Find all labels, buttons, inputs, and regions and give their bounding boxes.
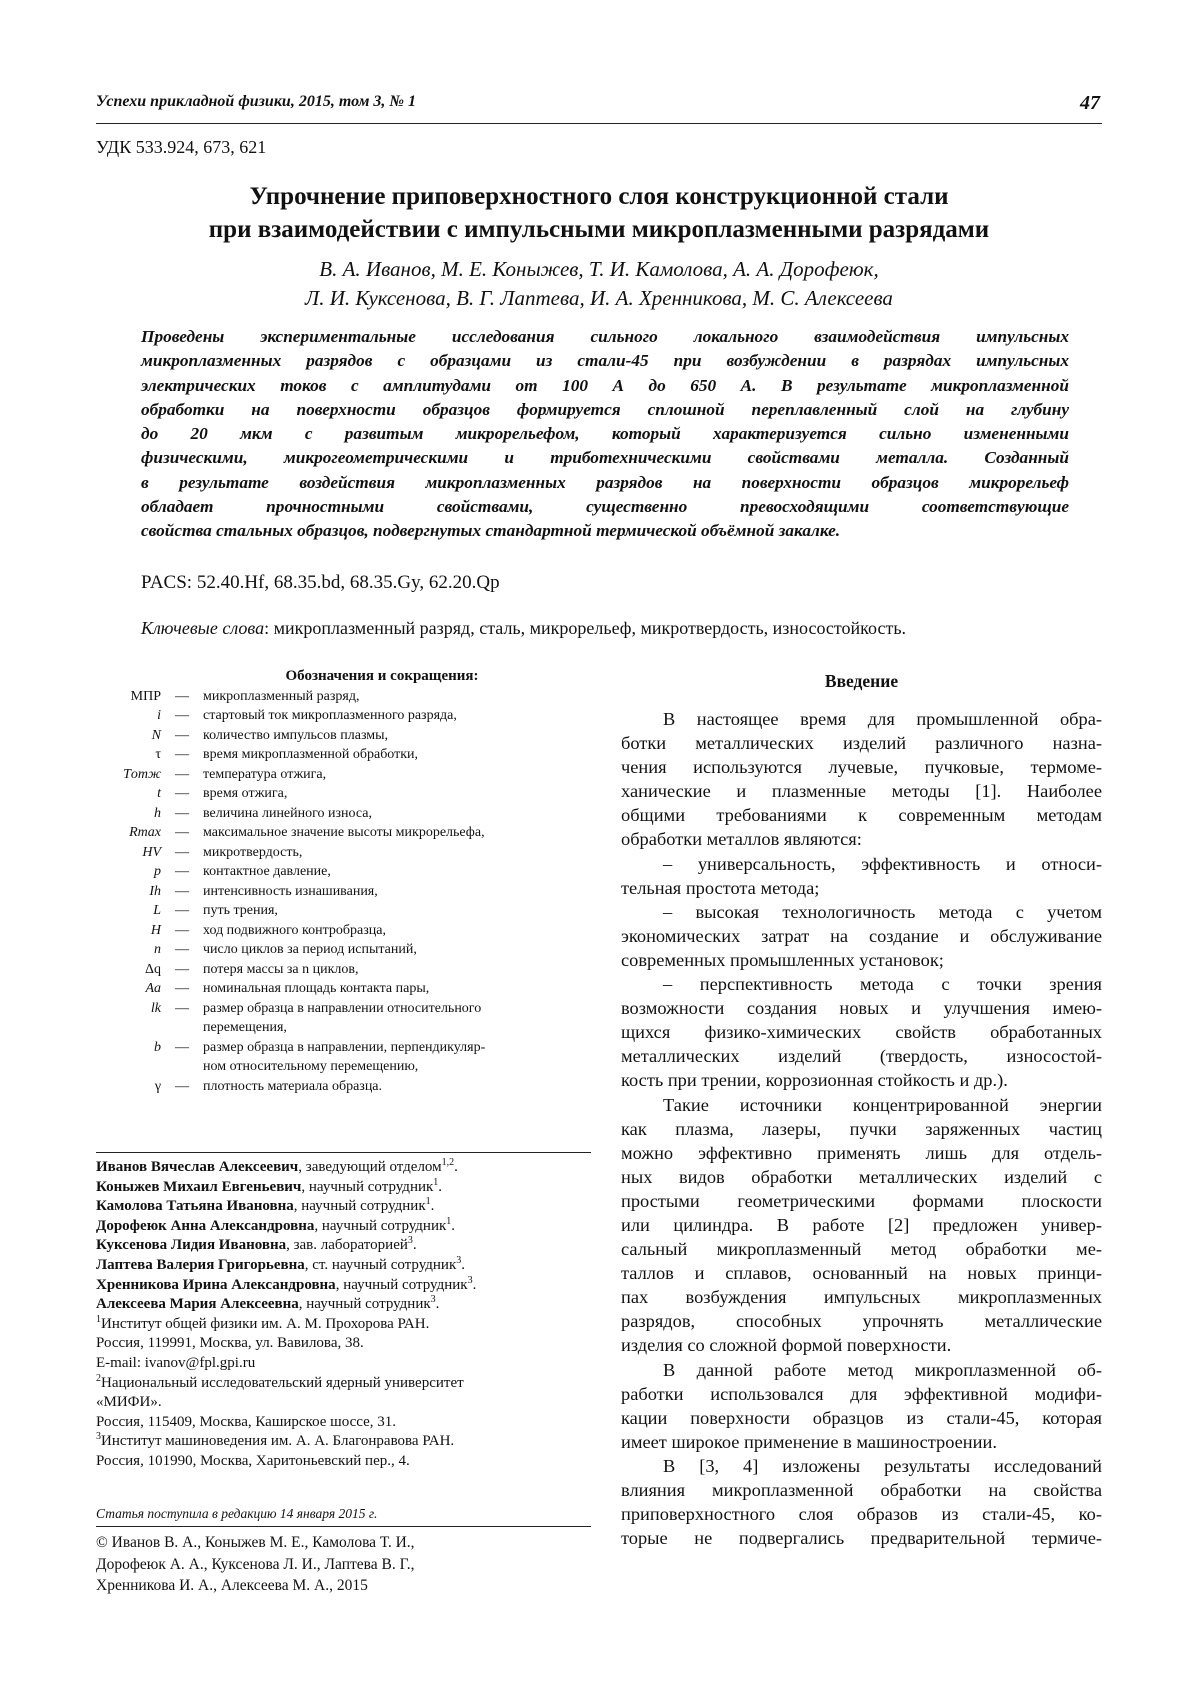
nomenclature-symbol: HV	[142, 844, 161, 860]
nomenclature-description: количество импульсов плазмы,	[203, 727, 389, 743]
nomenclature-symbol: H	[150, 922, 161, 938]
abstract-line: Проведены экспериментальные исследования сильного локального взаимодействия импульсных	[141, 327, 1069, 346]
affiliation-end: .	[461, 1256, 465, 1273]
nomenclature-symbol: p	[154, 864, 161, 879]
nomenclature-row	[104, 979, 590, 999]
nomenclature-row	[104, 726, 590, 746]
nomenclature-dash: —	[175, 864, 189, 879]
body-text-line: приповерхностного слоя образов из стали-45, ко-	[621, 1504, 1102, 1525]
nomenclature-description: размер образца в направлении относительного	[203, 1000, 482, 1016]
nomenclature-row	[104, 999, 590, 1019]
body-text-line: работки использовался для эффективной модифи-	[621, 1383, 1102, 1404]
nomenclature-symbol: Δq	[144, 961, 161, 977]
body-text-line: возможности создания новых и улучшения имею-	[621, 998, 1102, 1019]
keywords	[141, 618, 906, 639]
affiliation-sup: 3	[456, 1254, 462, 1266]
affiliation-sup: 1	[433, 1176, 439, 1188]
nomenclature-description: максимальное значение высоты микрорельефа,	[203, 825, 485, 840]
nomenclature-list	[104, 667, 590, 1096]
affiliation-role: , научный сотрудник	[298, 1296, 431, 1313]
body-text-line: современных промышленных установок;	[621, 949, 944, 970]
nomenclature-description: номинальная площадь контакта пары,	[203, 981, 430, 996]
nomenclature-description: время микроплазменной обработки,	[203, 747, 419, 762]
nomenclature-description: плотность материала образца.	[203, 1078, 383, 1094]
body-text-line: кость при трении, коррозионная стойкость и др.).	[621, 1070, 1008, 1091]
nomenclature-title: Обозначения и сокращения:	[285, 668, 479, 684]
nomenclature-dash: —	[175, 883, 189, 899]
keywords-text: : микроплазменный разряд, сталь, микрорельеф, микротвердость, износостойкость.	[264, 618, 907, 638]
nomenclature-row	[104, 882, 590, 902]
abstract-line: до 20 мкм с развитым микрорельефом, который характеризуется сильно измененными	[141, 424, 1069, 444]
copyright-notice	[96, 1532, 591, 1597]
nomenclature-row	[104, 960, 590, 980]
nomenclature-row	[104, 706, 590, 726]
body-text-line: Такие источники концентрированной энергии	[663, 1094, 1102, 1115]
nomenclature-description: интенсивность изнашивания,	[203, 883, 378, 899]
journal-citation: Успехи прикладной физики, 2015, том 3, № 1	[96, 93, 417, 110]
nomenclature-description: перемещения,	[203, 1020, 287, 1035]
affiliation-name: Иванов Вячеслав Алексеевич	[96, 1159, 299, 1175]
author-affiliation-line	[96, 1197, 596, 1217]
body-text-line: общими требованиями к современным методам	[621, 805, 1102, 826]
body-text-line: – универсальность, эффективность и относи-	[663, 853, 1102, 874]
nomenclature-symbol: Rmax	[129, 825, 161, 840]
affiliation-name: Хренникова Ирина Александровна	[96, 1276, 336, 1293]
nomenclature-dash: —	[175, 825, 189, 840]
pacs-codes: PACS: 52.40.Hf, 68.35.bd, 68.35.Gy, 62.20.Qp	[141, 572, 500, 593]
nomenclature-row	[104, 843, 590, 863]
affiliation-name: Коныжев Михаил Евгеньевич	[96, 1178, 302, 1195]
nomenclature-row	[104, 745, 590, 765]
affiliation-role: , заведующий отделом	[298, 1159, 442, 1175]
abstract-line: свойства стальных образцов, подвергнутых стандартной термической объёмной закалке.	[141, 521, 841, 541]
author-affiliation-line	[96, 1236, 596, 1256]
nomenclature-description: размер образца в направлении, перпендикуляр-	[203, 1039, 486, 1055]
body-text-line: пах возбуждения импульсных микроплазменных	[621, 1287, 1102, 1308]
nomenclature-description: стартовый ток микроплазменного разряда,	[203, 708, 457, 723]
nomenclature-dash: —	[175, 708, 189, 723]
nomenclature-description: ном относительному перемещению,	[203, 1059, 419, 1074]
nomenclature-row	[104, 901, 590, 921]
nomenclature-row	[104, 1077, 590, 1097]
affiliation-sup: 1	[446, 1215, 452, 1227]
nomenclature-dash	[161, 1057, 203, 1077]
nomenclature-description: число циклов за период испытаний,	[203, 942, 417, 957]
body-text-line: сальный микроплазменный метод обработки ме-	[621, 1239, 1102, 1260]
affiliation-sup: 1,2	[441, 1157, 455, 1168]
author-affiliation-line	[96, 1256, 596, 1276]
contact-email: E-mail: ivanov@fpl.gpi.ru	[96, 1354, 256, 1371]
body-text-line: таллов и сплавов, основанный на новых принци-	[621, 1263, 1102, 1284]
nomenclature-dash: —	[175, 922, 189, 938]
body-text-line: щихся физико-химических свойств обработанных	[621, 1022, 1102, 1043]
body-text-line: разрядов, способных упрочнять металлические	[621, 1311, 1102, 1332]
nomenclature-dash: —	[175, 903, 189, 918]
nomenclature-row	[104, 765, 590, 785]
body-text-line: экономических затрат на создание и обслуживание	[621, 925, 1102, 946]
body-text-line: – перспективность метода с точки зрения	[663, 974, 1102, 995]
body-text-line: можно эффективно применять лишь для отдель-	[621, 1142, 1102, 1163]
nomenclature-symbol	[104, 1057, 161, 1077]
body-text-line: чения используются лучевые, пучковые, термоме-	[621, 757, 1102, 778]
nomenclature-symbol: h	[154, 805, 161, 821]
nomenclature-dash: —	[175, 961, 189, 977]
title-line-1: Упрочнение приповерхностного слоя конструкционной стали	[249, 183, 949, 210]
udc-code: УДК 533.924, 673, 621	[96, 137, 267, 157]
nomenclature-dash: —	[175, 844, 189, 860]
nomenclature-description: ход подвижного контробразца,	[203, 922, 387, 938]
nomenclature-dash: —	[175, 727, 189, 743]
author-affiliation-line	[96, 1276, 596, 1296]
running-header	[96, 93, 1102, 124]
abstract-line: обработки на поверхности образцов формируется сплошной переплавленный слой на глубину	[141, 399, 1069, 419]
nomenclature-row	[104, 1018, 590, 1038]
affiliation-role: , ст. научный сотрудник	[304, 1256, 457, 1273]
affiliation-sup: 3	[407, 1235, 413, 1247]
institute-1-address: Россия, 119991, Москва, ул. Вавилова, 38.	[96, 1335, 364, 1352]
affiliation-role: , научный сотрудник	[335, 1276, 468, 1293]
body-text-line: как плазма, лазеры, пучки заряженных частиц	[621, 1118, 1102, 1139]
nomenclature-description: температура отжига,	[203, 766, 327, 782]
copyright-line-3: Хренникова И. А., Алексеева М. А., 2015	[96, 1577, 368, 1594]
affiliation-end: .	[412, 1237, 417, 1254]
nomenclature-description: микроплазменный разряд,	[203, 688, 360, 704]
nomenclature-dash: —	[175, 766, 189, 782]
body-text-line: – высокая технологичность метода с учетом	[663, 901, 1102, 922]
nomenclature-description: контактное давление,	[203, 864, 331, 879]
section-heading-introduction: Введение	[824, 671, 899, 691]
affiliation-name: Камолова Татьяна Ивановна	[96, 1198, 294, 1215]
nomenclature-description: величина линейного износа,	[203, 805, 372, 821]
nomenclature-symbol: γ	[154, 1078, 161, 1094]
introduction-text	[621, 707, 1102, 1550]
nomenclature-dash: —	[175, 786, 189, 801]
affiliation-role: , научный сотрудник	[314, 1217, 447, 1234]
body-text-line: изделия со сложной формой поверхности.	[621, 1335, 952, 1356]
affiliation-name: Куксенова Лидия Ивановна	[96, 1237, 287, 1254]
author-affiliations	[96, 1158, 596, 1472]
affiliation-sup: 1	[425, 1196, 431, 1208]
nomenclature-row	[104, 804, 590, 824]
nomenclature-symbol: Tотж	[123, 766, 161, 782]
nomenclature-description: время отжига,	[203, 786, 288, 801]
institute-1: $^1$Институт общей физики им. А. М. Прохорова РАН.	[96, 1313, 430, 1332]
copyright-line-1: © Иванов В. А., Коныжев М. Е., Камолова Т. И.,	[96, 1534, 415, 1551]
body-text-line: В [3, 4] изложены результаты исследований	[663, 1455, 1102, 1476]
nomenclature-row	[104, 784, 590, 804]
nomenclature-dash: —	[175, 942, 189, 957]
copyright-line-2: Дорофеюк А. А., Куксенова Л. И., Лаптева В. Г.,	[96, 1555, 415, 1573]
abstract-line: физическими, микрогеометрическими и триботехническими свойствами металла. Созданный	[141, 448, 1069, 468]
nomenclature-row	[104, 1038, 590, 1058]
affiliation-end: .	[438, 1178, 443, 1195]
nomenclature-symbol: n	[154, 942, 161, 957]
institute-2: $^2$Национальный исследовательский ядерный университет	[96, 1372, 464, 1391]
nomenclature-dash: —	[175, 805, 189, 821]
abstract-line: электрических токов с амплитудами от 100 А до 650 А. В результате микроплазменной	[141, 375, 1069, 395]
affiliation-name: Алексеева Мария Алексеевна	[96, 1296, 299, 1313]
affiliation-end: .	[472, 1276, 477, 1293]
institute-2-name-cont: «МИФИ».	[96, 1394, 162, 1411]
nomenclature-symbol	[104, 1018, 161, 1038]
copyright-divider	[96, 1526, 591, 1527]
author-affiliation-line	[96, 1217, 596, 1237]
nomenclature-symbol: τ	[155, 747, 161, 762]
nomenclature-symbol: Ih	[149, 883, 161, 899]
body-text-line: обработки металлов являются:	[621, 829, 862, 850]
nomenclature-dash: —	[175, 1000, 189, 1016]
institute-3-address: Россия, 101990, Москва, Харитоньевский пер., 4.	[96, 1452, 410, 1469]
nomenclature-symbol: МПР	[130, 688, 161, 704]
page-number: 47	[1080, 92, 1100, 114]
footnote-divider	[96, 1152, 591, 1153]
paper-title	[96, 180, 1102, 246]
body-text-line: имеет широкое применение в машиностроении.	[621, 1431, 997, 1452]
body-text-line: тельная простота метода;	[621, 877, 820, 898]
body-text-line: ханические и плазменные методы [1]. Наиболее	[621, 781, 1102, 802]
affiliation-end: .	[435, 1296, 440, 1313]
nomenclature-row	[104, 823, 590, 843]
nomenclature-symbol: b	[154, 1039, 161, 1055]
body-text-line: кации поверхности образцов из стали-45, которая	[621, 1407, 1102, 1428]
nomenclature-row	[104, 1057, 590, 1077]
nomenclature-dash: —	[175, 981, 189, 996]
nomenclature-symbol: i	[157, 708, 161, 723]
affiliation-role: , научный сотрудник	[301, 1178, 434, 1195]
nomenclature-description: путь трения,	[203, 903, 278, 918]
affiliation-end: .	[430, 1198, 435, 1215]
nomenclature-description: микротвердость,	[203, 844, 303, 860]
affiliation-sup: 3	[430, 1294, 436, 1306]
nomenclature-row	[104, 687, 590, 707]
body-text-line: В данной работе метод микроплазменной об-	[663, 1359, 1102, 1380]
received-date: Статья поступила в редакцию 14 января 2015 г.	[96, 1506, 378, 1521]
nomenclature-symbol: N	[151, 727, 161, 743]
body-text-line: В настоящее время для промышленной обра-	[663, 709, 1102, 729]
affiliation-name: Дорофеюк Анна Александровна	[96, 1217, 315, 1234]
nomenclature-dash	[161, 1018, 203, 1038]
nomenclature-symbol: t	[157, 786, 161, 801]
keywords-label: Ключевые слова	[141, 618, 265, 638]
nomenclature-symbol: lk	[150, 1000, 161, 1016]
author-list	[96, 255, 1102, 313]
body-text-line: ботки металлических изделий различного назна-	[621, 733, 1102, 754]
abstract-line: микроплазменных разрядов с образцами из стали-45 при возбуждении в разрядах импульсных	[141, 351, 1069, 371]
affiliation-end: .	[451, 1217, 456, 1234]
body-text-line: влияния микроплазменной обработки на свойства	[621, 1480, 1102, 1500]
nomenclature-dash: —	[175, 1039, 189, 1055]
affiliation-end: .	[454, 1159, 458, 1175]
body-text-line: простыми геометрическими формами плоскости	[621, 1190, 1102, 1211]
institute-3: $^3$Институт машиноведения им. А. А. Благонравова РАН.	[96, 1431, 455, 1450]
nomenclature-dash: —	[175, 688, 189, 704]
author-affiliation-line	[96, 1158, 596, 1178]
nomenclature-row	[104, 940, 590, 960]
affiliation-sup: 3	[467, 1274, 473, 1286]
nomenclature-dash: —	[175, 1078, 189, 1094]
nomenclature-description: потеря массы за n циклов,	[203, 961, 359, 977]
author-affiliation-line	[96, 1178, 596, 1198]
body-text-line: ных видов обработки металлических изделий с	[621, 1166, 1102, 1187]
abstract-line: в результате воздействия микроплазменных разрядов на поверхности образцов микрорельеф	[141, 472, 1069, 492]
institute-2-address: Россия, 115409, Москва, Каширское шоссе, 31.	[96, 1413, 396, 1430]
nomenclature-row	[104, 862, 590, 882]
affiliation-role: , научный сотрудник	[293, 1198, 426, 1215]
nomenclature-row	[104, 921, 590, 941]
nomenclature-symbol: Aa	[145, 981, 161, 996]
affiliation-role: , зав. лабораторией	[286, 1237, 408, 1254]
nomenclature-dash: —	[175, 747, 189, 762]
abstract-line: обладает прочностными свойствами, существенно превосходящими соответствующие	[141, 497, 1069, 517]
body-text-line: металлических изделий (твердость, износостой-	[621, 1046, 1102, 1067]
affiliation-name: Лаптева Валерия Григорьевна	[96, 1256, 305, 1273]
body-text-line: торые не подвергались предварительной термиче-	[621, 1528, 1102, 1549]
abstract	[141, 325, 1069, 544]
title-line-2: при взаимодействии с импульсными микроплазменными разрядами	[208, 216, 990, 243]
authors-line-1: В. А. Иванов, М. Е. Коныжев, Т. И. Камолова, А. А. Дорофеюк,	[319, 257, 879, 281]
body-text-line: или цилиндра. В работе [2] предложен универ-	[621, 1214, 1102, 1235]
authors-line-2: Л. И. Куксенова, В. Г. Лаптева, И. А. Хренникова, М. С. Алексеева	[305, 286, 893, 310]
nomenclature-symbol: L	[153, 903, 161, 918]
author-affiliation-line	[96, 1295, 596, 1315]
